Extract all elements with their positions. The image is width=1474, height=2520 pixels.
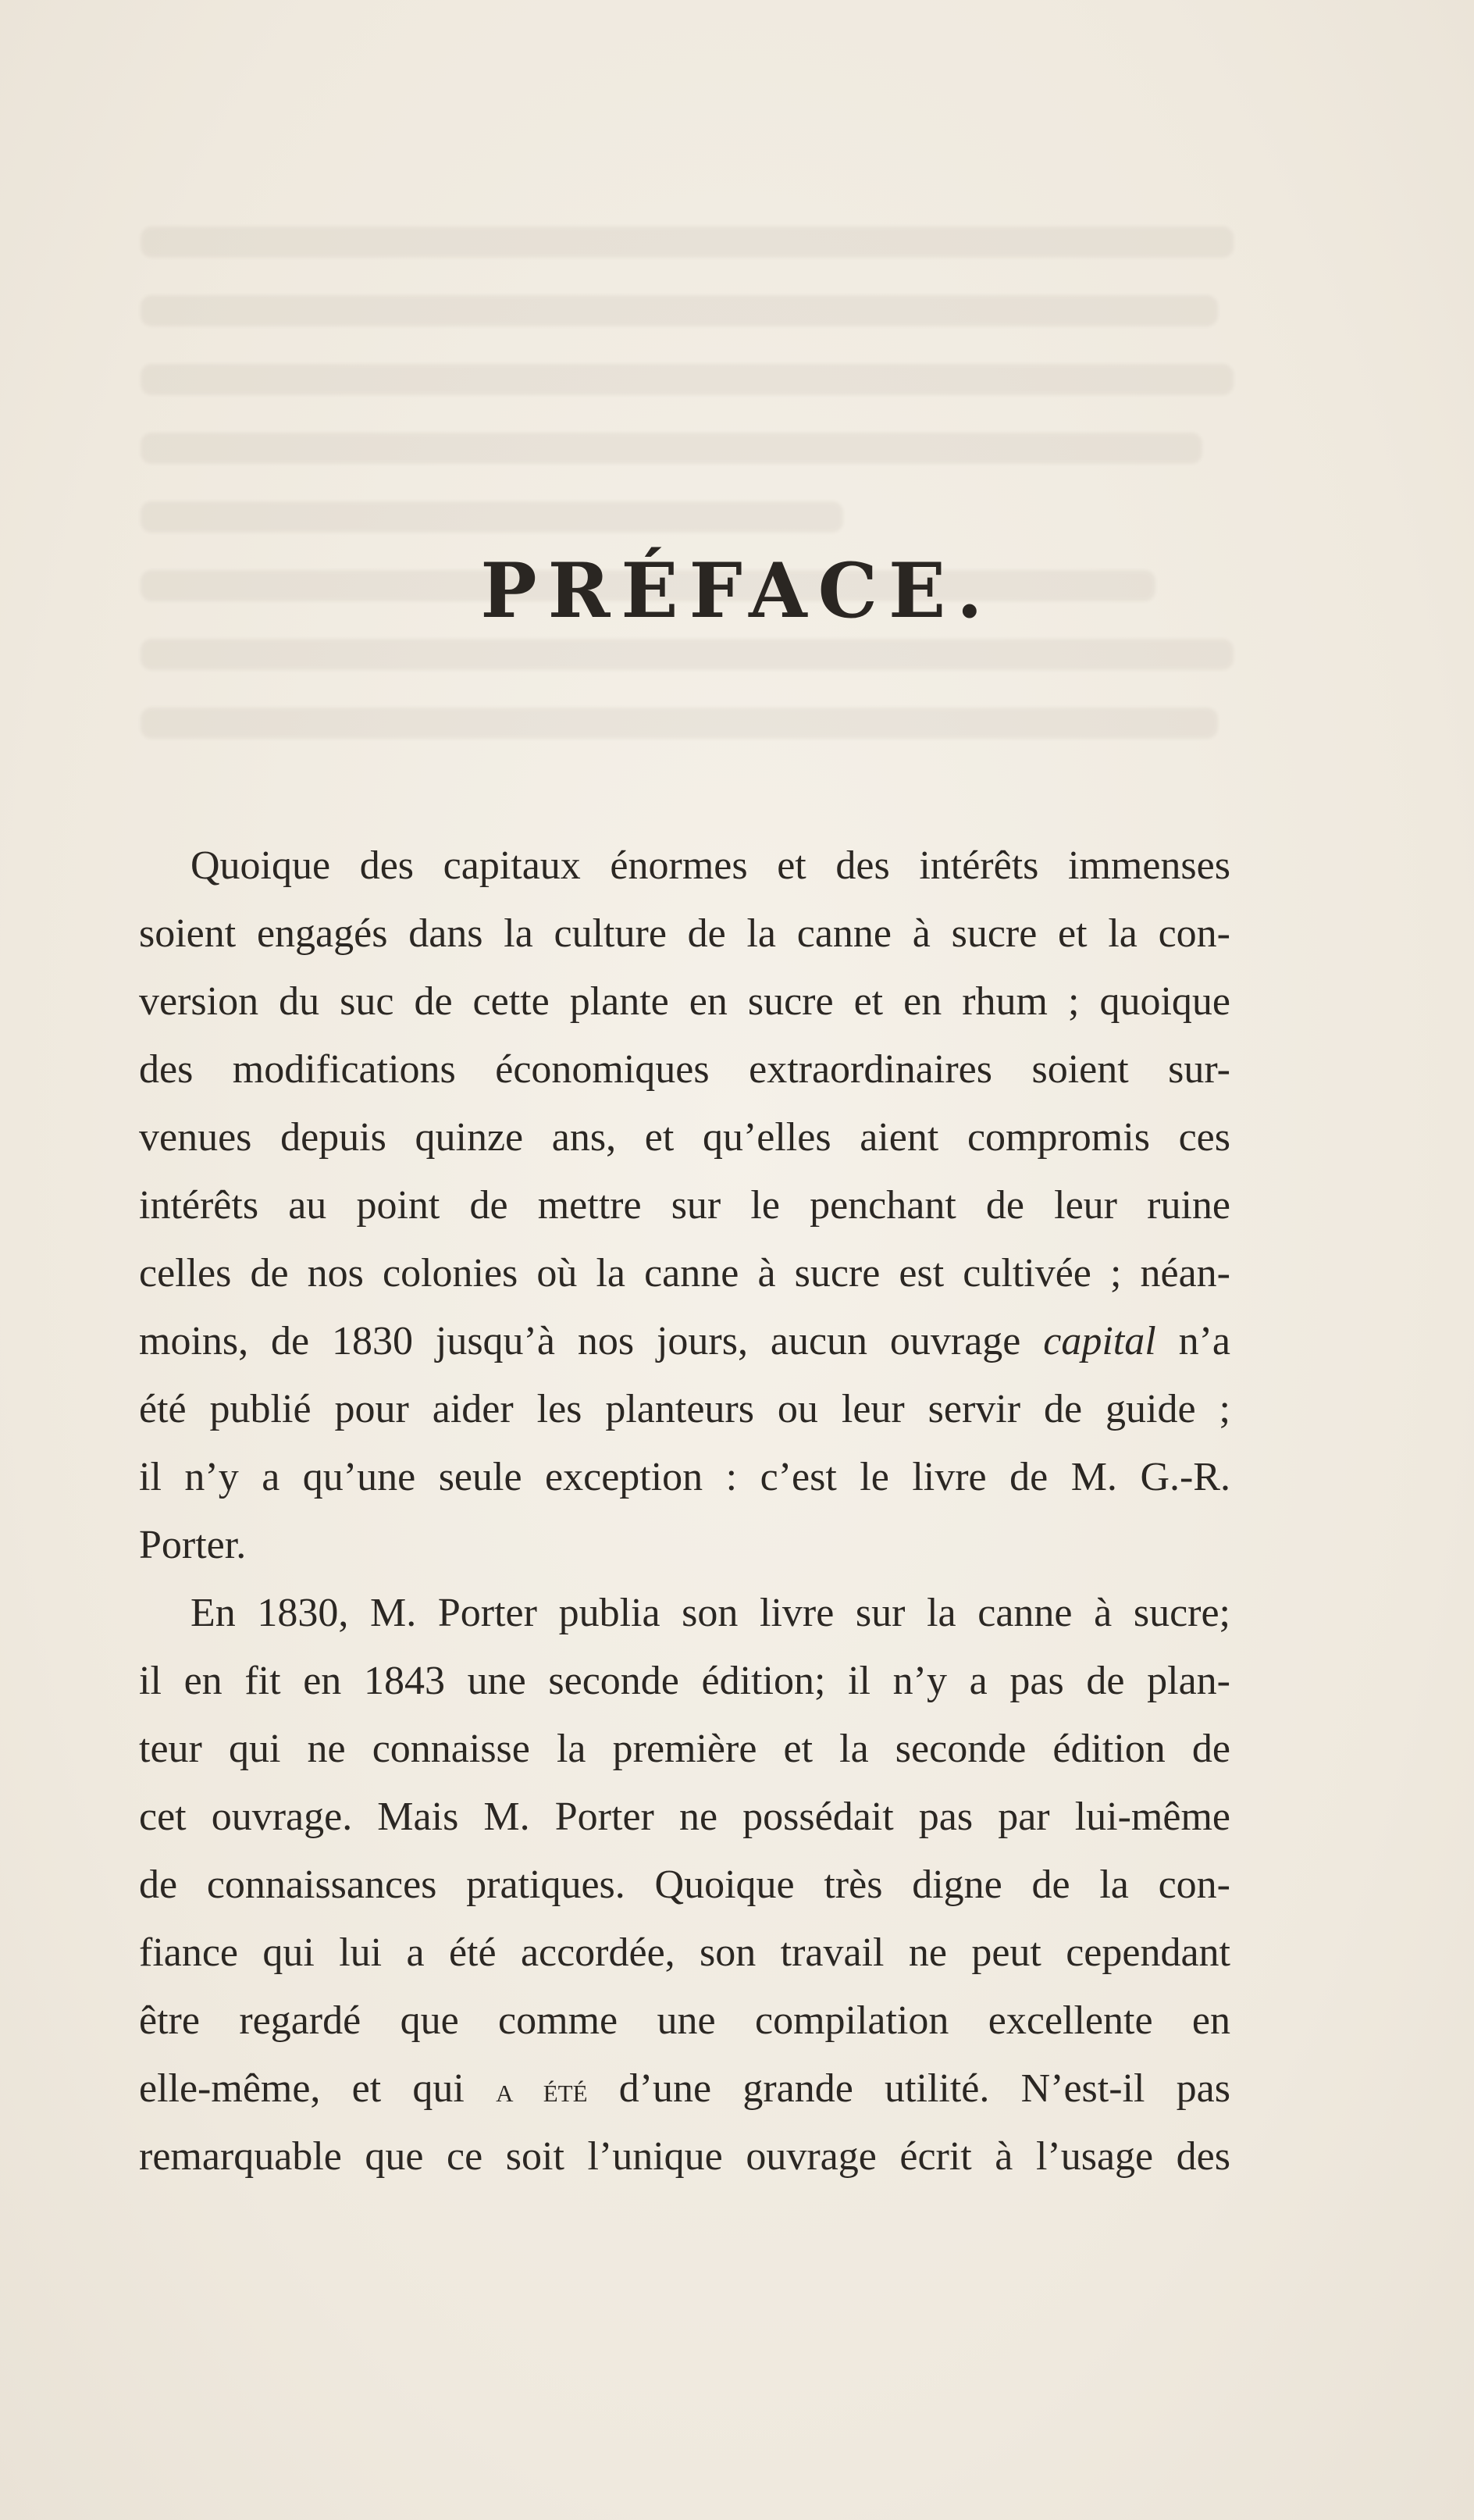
text-line: celles de nos colonies où la canne à sucre est cultivée ; néan- <box>139 1251 1230 1296</box>
text-run: moins, de 1830 jusqu’à nos jours, aucun ouvrage <box>139 1319 1044 1363</box>
text-line: version du suc de cette plante en sucre et en rhum ; quoique <box>139 979 1230 1024</box>
text-run: elle-même, et qui <box>139 2066 497 2111</box>
text-line <box>139 1307 1230 1375</box>
text-line <box>139 2055 1230 2123</box>
text-line: Porter. <box>139 1523 247 1567</box>
text-run: d’une grande utilité. N’est-il pas <box>587 2066 1230 2111</box>
text-line: été publié pour aider les planteurs ou leur servir de guide ; <box>139 1387 1230 1431</box>
page-title: PRÉFACE. <box>480 547 994 635</box>
show-through-text <box>141 226 1234 773</box>
text-line: venues depuis quinze ans, et qu’elles aient compromis ces <box>139 1115 1230 1160</box>
text-line: il n’y a qu’une seule exception : c’est le livre de M. G.-R. <box>139 1455 1230 1499</box>
text-line: des modifications économiques extraordinaires soient sur- <box>139 1047 1230 1092</box>
italic-text: capital <box>1043 1319 1156 1363</box>
text-line: remarquable que ce soit l’unique ouvrage écrit à l’usage des <box>139 2134 1230 2179</box>
text-line: soient engagés dans la culture de la canne à sucre et la con- <box>139 911 1230 956</box>
text-line: cet ouvrage. Mais M. Porter ne possédait pas par lui-même <box>139 1795 1230 1839</box>
text-line: Quoique des capitaux énormes et des intérêts immenses <box>190 843 1230 888</box>
text-line: intérêts au point de mettre sur le penchant de leur ruine <box>139 1183 1230 1228</box>
text-line: teur qui ne connaisse la première et la seconde édition de <box>139 1727 1230 1771</box>
body-text <box>139 832 1230 2190</box>
text-line: En 1830, M. Porter publia son livre sur la canne à sucre; <box>190 1591 1230 1635</box>
text-line: fiance qui lui a été accordée, son travail ne peut cependant <box>139 1930 1230 1975</box>
text-line: de connaissances pratiques. Quoique très digne de la con- <box>139 1862 1230 1907</box>
text-line: être regardé que comme une compilation excellente en <box>139 1998 1230 2043</box>
text-line: il en fit en 1843 une seconde édition; il n’y a pas de plan- <box>139 1659 1230 1703</box>
small-caps-text: a été <box>496 2071 588 2109</box>
text-run: n’a <box>1155 1319 1230 1363</box>
